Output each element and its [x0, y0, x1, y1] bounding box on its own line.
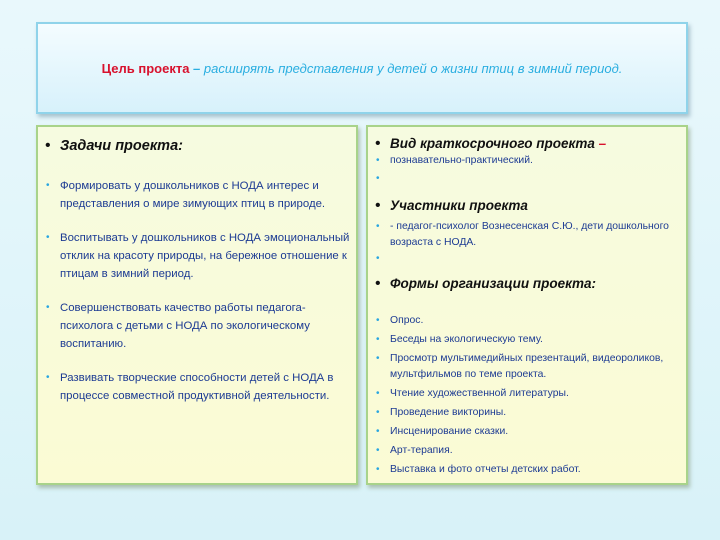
- project-type-value-text: познавательно-практический.: [390, 155, 533, 166]
- form-item: • Инсценирование сказки.: [390, 424, 682, 440]
- project-info-list: [390, 135, 682, 478]
- task-item: • Развивать творческие способности детей с НОДА в процессе совместной продуктивной деятельности.: [60, 369, 350, 405]
- goal-value: расширять представления у детей о жизни птиц в зимний период.: [203, 60, 623, 76]
- participants-heading: • Участники проекта: [390, 197, 682, 215]
- project-type-heading: [390, 135, 682, 153]
- goal-dash: –: [189, 60, 204, 76]
- task-item: • Воспитывать у дошкольников с НОДА эмоциональный отклик на красоту природы, на бережное отношение к птицам в зимний период.: [60, 229, 350, 283]
- form-item: • Арт-терапия.: [390, 443, 682, 459]
- project-goal-text: [102, 61, 623, 76]
- tasks-heading: • Задачи проекта:: [60, 137, 350, 155]
- participants-value: • - педагог-психолог Вознесенская С.Ю., дети дошкольного возраста с НОДА.: [390, 219, 682, 251]
- tasks-panel: [36, 125, 358, 485]
- form-item: • Выставка и фото отчеты детских работ.: [390, 462, 682, 478]
- task-item: • Совершенствовать качество работы педагога-психолога с детьми с НОДА по экологическому воспитанию.: [60, 299, 350, 353]
- form-item: • Опрос.: [390, 313, 682, 329]
- tasks-list: [60, 137, 350, 405]
- task-item: • Формировать у дошкольников с НОДА интерес и представления о мире зимующих птиц в природе.: [60, 177, 350, 213]
- project-type-label: Вид краткосрочного проекта: [390, 136, 595, 151]
- empty-bullet: [390, 253, 682, 269]
- project-goal-banner: [36, 22, 688, 114]
- project-type-dash: –: [594, 136, 607, 151]
- form-item: • Проведение викторины.: [390, 405, 682, 421]
- forms-heading: • Формы организации проекта:: [390, 275, 682, 293]
- empty-bullet: [390, 173, 682, 189]
- project-type-value: [390, 153, 682, 169]
- form-item: • Беседы на экологическую тему.: [390, 332, 682, 348]
- goal-label: Цель проекта: [101, 60, 190, 76]
- form-item: • Чтение художественной литературы.: [390, 386, 682, 402]
- project-info-panel: [366, 125, 688, 485]
- form-item: • Просмотр мультимедийных презентаций, видеороликов, мультфильмов по теме проекта.: [390, 351, 682, 383]
